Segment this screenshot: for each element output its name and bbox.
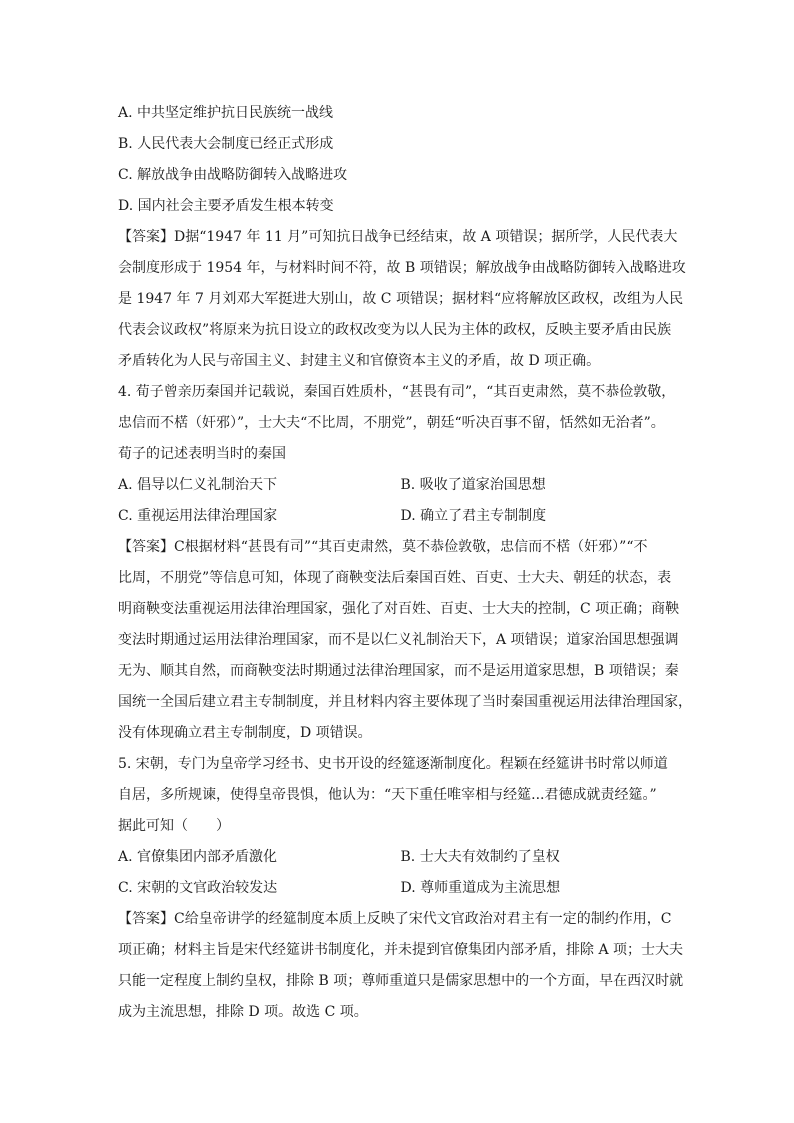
q4-option-a: A. 倡导以仁义礼制治天下 xyxy=(118,477,278,493)
q3-answer-line: 矛盾转化为人民与帝国主义、封建主义和官僚资本主义的矛盾，故 D 项正确。 xyxy=(118,353,601,369)
q5-answer-line: 成为主流思想，排除 D 项。故选 C 项。 xyxy=(118,1004,368,1020)
q5-option-c: C. 宋朝的文官政治较发达 xyxy=(118,880,278,896)
q4-answer-line: 明商鞅变法重视运用法律治理国家，强化了对百姓、百吏、士大夫的控制，C 项正确；商鞅 xyxy=(118,601,680,617)
q5-options xyxy=(118,842,683,904)
q4-stem-line: 荀子的记述表明当时的秦国 xyxy=(118,446,286,462)
q5-stem-line: 自居，多所规谏，使得皇帝畏惧，他认为：“天下重任唯宰相与经筵...君德成就责经筵。” xyxy=(118,787,657,803)
q5-option-b: B. 士大夫有效制约了皇权 xyxy=(400,849,560,865)
q4-stem-line: 忠信而不楛（奸邪）”，士大夫“不比周，不朋党”，朝廷“听决百事不留，恬然如无治者”。 xyxy=(118,415,665,431)
document-content xyxy=(118,98,692,1028)
q4-option-row xyxy=(118,470,683,501)
q4-answer xyxy=(118,532,692,749)
q4-stem-line: 4. 荀子曾亲历秦国并记载说，秦国百姓质朴，“甚畏有司”，“其百吏肃然，莫不恭俭敦敬， xyxy=(118,384,676,400)
q3-answer xyxy=(118,222,686,377)
q4-answer-line: 无为、顺其自然，而商鞅变法时期通过法律治理国家，而不是运用道家思想，B 项错误；秦 xyxy=(118,663,679,679)
q3-option-b: B. 人民代表大会制度已经正式形成 xyxy=(118,136,334,152)
q3-options xyxy=(118,98,683,222)
q3-answer-line: 代表会议政权”将原来为抗日设立的政权改变为以人民为主体的政权，反映主要矛盾由民族 xyxy=(118,322,672,338)
q5-answer-line: 【答案】C给皇帝讲学的经筵制度本质上反映了宋代文官政治对君主有一定的制约作用，C xyxy=(118,911,672,927)
q5-answer xyxy=(118,904,683,1028)
q4-answer-line: 国统一全国后建立君主专制制度，并且材料内容主要体现了当时秦国重视运用法律治理国家， xyxy=(118,694,692,710)
q5-option-row xyxy=(118,873,683,904)
q4-answer-line: 【答案】C根据材料“甚畏有司”“其百吏肃然，莫不恭俭敦敬，忠信而不楛（奸邪）”“不 xyxy=(118,539,648,555)
q5-stem-line: 5. 宋朝，专门为皇帝学习经书、史书开设的经筵逐渐制度化。程颖在经筵讲书时常以师道 xyxy=(118,756,668,772)
q5-option-d: D. 尊师重道成为主流思想 xyxy=(400,880,561,896)
q4-answer-line: 比周，不朋党”等信息可知，体现了商鞅变法后秦国百姓、百吏、士大夫、朝廷的状态，表 xyxy=(118,570,672,586)
q5-option-a: A. 官僚集团内部矛盾激化 xyxy=(118,849,278,865)
q5-stem-line: 据此可知（ ） xyxy=(118,818,230,834)
q4-option-row xyxy=(118,501,683,532)
q3-option-d: D. 国内社会主要矛盾发生根本转变 xyxy=(118,198,334,214)
q4-stem xyxy=(118,377,683,470)
q4-option-c: C. 重视运用法律治理国家 xyxy=(118,508,278,524)
q5-answer-line: 项正确；材料主旨是宋代经筵讲书制度化，并未提到官僚集团内部矛盾，排除 A 项；士大夫 xyxy=(118,942,684,958)
q5-answer-line: 只能一定程度上制约皇权，排除 B 项；尊师重道只是儒家思想中的一个方面，早在西汉时就 xyxy=(118,973,684,989)
q5-stem xyxy=(118,749,683,842)
q4-option-d: D. 确立了君主专制制度 xyxy=(400,508,547,524)
q4-answer-line: 没有体现确立君主专制制度，D 项错误。 xyxy=(118,725,372,741)
q3-answer-line: 是 1947 年 7 月刘邓大军挺进大别山，故 C 项错误；据材料“应将解放区政权，改组为人民 xyxy=(118,291,684,307)
q3-answer-line: 【答案】D据“1947 年 11 月”可知抗日战争已经结束，故 A 项错误；据所学，人民代表大 xyxy=(118,229,678,245)
q3-option-c: C. 解放战争由战略防御转入战略进攻 xyxy=(118,167,348,183)
q4-option-b: B. 吸收了道家治国思想 xyxy=(400,477,546,493)
q5-option-row xyxy=(118,842,683,873)
q3-option-a: A. 中共坚定维护抗日民族统一战线 xyxy=(118,105,334,121)
q4-answer-line: 变法时期通过运用法律治理国家，而不是以仁义礼制治天下，A 项错误；道家治国思想强调 xyxy=(118,632,679,648)
q3-answer-line: 会制度形成于 1954 年，与材料时间不符，故 B 项错误；解放战争由战略防御转入战略进攻 xyxy=(118,260,686,276)
q4-options xyxy=(118,470,683,532)
